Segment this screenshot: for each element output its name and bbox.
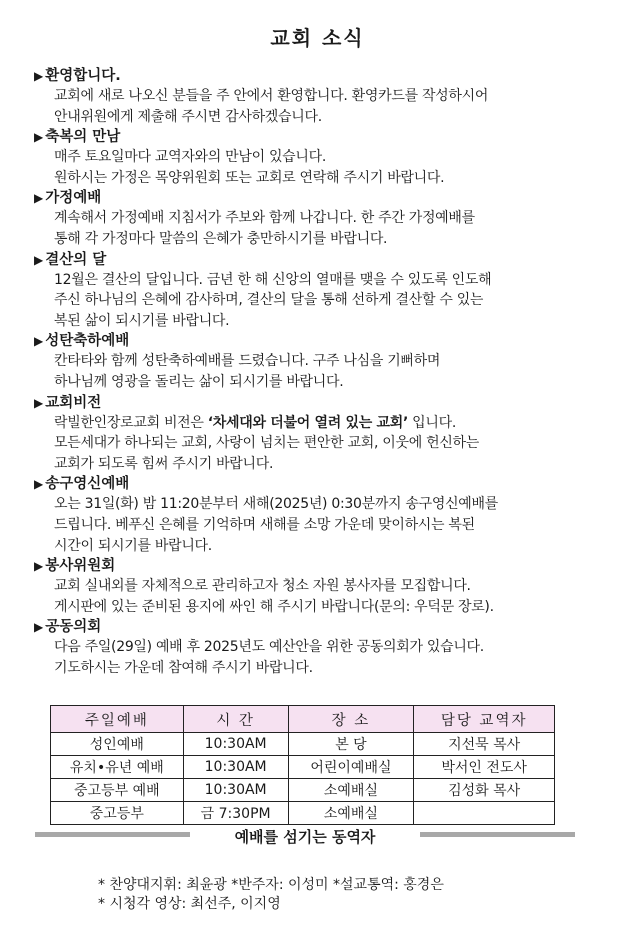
credits-line: * 시청각 영상: 최선주, 이지영 bbox=[98, 896, 281, 912]
news-text: 주신 하나님의 은혜에 감사하며, 결산의 달을 통해 선하게 결산할 수 있는 bbox=[54, 292, 484, 309]
bullet-arrow-icon: ▶ bbox=[34, 69, 44, 83]
header-time: 시 간 bbox=[183, 706, 288, 733]
news-text: 다음 주일(29일) 예배 후 2025년도 예산안을 위한 공동의회가 있습니다. bbox=[54, 639, 484, 656]
table-row bbox=[51, 733, 555, 756]
news-heading: ▶ 송구영신예배 bbox=[34, 476, 130, 493]
news-heading: ▶ 축복의 만남 bbox=[34, 129, 121, 146]
credits-line: * 찬양대지휘: 최윤광 *반주자: 이성미 *설교통역: 홍경은 bbox=[98, 877, 444, 893]
news-text: 원하시는 가정은 목양위원회 또는 교회로 연락해 주시기 바랍니다. bbox=[54, 169, 445, 186]
news-text: 기도하시는 가운데 참여해 주시기 바랍니다. bbox=[54, 659, 313, 676]
news-text: 교회에 새로 나오신 분들을 주 안에서 환영합니다. 환영카드를 작성하시어 bbox=[54, 88, 489, 104]
bullet-arrow-icon: ▶ bbox=[34, 191, 44, 206]
cell-time: 10:30AM bbox=[183, 733, 288, 756]
news-item-congregational-meeting bbox=[34, 617, 604, 678]
cell-time: 10:30AM bbox=[183, 779, 288, 802]
church-news-list bbox=[34, 66, 604, 678]
cell-place: 소예배실 bbox=[288, 802, 414, 825]
table-row bbox=[51, 756, 555, 779]
news-text: 칸타타와 함께 성탄축하예배를 드렸습니다. 구주 나심을 기뻐하며 bbox=[54, 353, 441, 370]
news-text: 하나님께 영광을 돌리는 삶이 되시기를 바랍니다. bbox=[54, 373, 344, 390]
header-service: 주일예배 bbox=[51, 706, 184, 733]
page-title: 교회 소식 bbox=[270, 26, 365, 50]
cell-service: 중고등부 예배 bbox=[51, 779, 184, 802]
bullet-arrow-icon: ▶ bbox=[34, 477, 44, 492]
table-row bbox=[51, 779, 555, 802]
workers-title: 예배를 섬기는 동역자 bbox=[234, 828, 376, 846]
news-text: 오는 31일(화) 밤 11:20분부터 새해(2025년) 0:30분까지 송구영신예배를 bbox=[54, 496, 498, 513]
news-item-new-year-service bbox=[34, 474, 604, 556]
news-text: 교회가 되도록 힘써 주시기 바랍니다. bbox=[54, 455, 274, 472]
news-text: 교회 실내외를 자체적으로 관리하고자 청소 자원 봉사자를 모집합니다. bbox=[54, 578, 471, 595]
bullet-arrow-icon: ▶ bbox=[34, 252, 44, 267]
news-heading: ▶ 봉사위원회 bbox=[34, 558, 116, 575]
header-place: 장 소 bbox=[288, 706, 414, 733]
bullet-arrow-icon: ▶ bbox=[34, 334, 44, 349]
table-row bbox=[51, 802, 555, 825]
cell-pastor: 박서인 전도사 bbox=[414, 756, 555, 779]
news-item-settlement-month bbox=[34, 250, 604, 332]
header-pastor: 담당 교역자 bbox=[414, 706, 555, 733]
bullet-arrow-icon: ▶ bbox=[34, 620, 44, 635]
table-header-row bbox=[51, 706, 555, 733]
cell-service: 성인예배 bbox=[51, 733, 184, 756]
divider-right bbox=[420, 832, 575, 837]
cell-service: 중고등부 bbox=[51, 802, 184, 825]
news-item-blessing-meeting bbox=[34, 127, 604, 188]
cell-place: 어린이예배실 bbox=[288, 756, 414, 779]
news-item-church-vision bbox=[34, 393, 604, 475]
vision-highlight: ‘차세대와 더불어 열려 있는 교회’ bbox=[207, 414, 409, 431]
news-text: 모든세대가 하나되는 교회, 사랑이 넘치는 편안한 교회, 이웃에 헌신하는 bbox=[54, 435, 479, 452]
news-item-volunteer-committee bbox=[34, 556, 604, 617]
cell-place: 본 당 bbox=[288, 733, 414, 756]
vision-statement: 락빌한인장로교회 비전은 ‘차세대와 더불어 열려 있는 교회’ 입니다. bbox=[54, 414, 456, 431]
news-text: 통해 각 가정마다 말씀의 은혜가 충만하시기를 바랍니다. bbox=[54, 230, 388, 247]
divider-left bbox=[35, 832, 190, 837]
news-heading: ▶ 공동의회 bbox=[34, 619, 102, 636]
news-item-family-worship bbox=[34, 188, 604, 249]
news-heading: ▶ 성탄축하예배 bbox=[34, 333, 130, 350]
cell-time: 금 7:30PM bbox=[183, 802, 288, 825]
worship-schedule-table bbox=[50, 705, 555, 825]
news-text: 드립니다. 베푸신 은혜를 기억하며 새해를 소망 가운데 맞이하시는 복된 bbox=[54, 516, 475, 533]
news-heading: ▶ 가정예배 bbox=[34, 190, 102, 207]
news-text: 복된 삶이 되시기를 바랍니다. bbox=[54, 312, 230, 329]
news-text: 게시판에 있는 준비된 용지에 싸인 해 주시기 바랍니다(문의: 우덕문 장로). bbox=[54, 598, 494, 615]
cell-pastor: 김성화 목사 bbox=[414, 779, 555, 802]
bullet-arrow-icon: ▶ bbox=[34, 395, 44, 410]
news-text: 계속해서 가정예배 지침서가 주보와 함께 나갑니다. 한 주간 가정예배를 bbox=[54, 210, 475, 227]
worship-credits bbox=[98, 876, 444, 914]
cell-service: 유치•유년 예배 bbox=[51, 756, 184, 779]
news-text: 시간이 되시기를 바랍니다. bbox=[54, 537, 212, 554]
news-text: 12월은 결산의 달입니다. 금년 한 해 신앙의 열매를 맺을 수 있도록 인도해 bbox=[54, 271, 492, 288]
bullet-arrow-icon: ▶ bbox=[34, 559, 44, 574]
news-text: 안내위원에게 제출해 주시면 감사하겠습니다. bbox=[54, 108, 322, 125]
cell-pastor: 지선묵 목사 bbox=[414, 733, 555, 756]
news-text: 매주 토요일마다 교역자와의 만남이 있습니다. bbox=[54, 149, 327, 166]
cell-time: 10:30AM bbox=[183, 756, 288, 779]
news-item-christmas-service bbox=[34, 331, 604, 392]
news-heading: ▶ 결산의 달 bbox=[34, 251, 107, 268]
cell-pastor bbox=[414, 802, 555, 825]
cell-place: 소예배실 bbox=[288, 779, 414, 802]
news-heading: ▶ 교회비전 bbox=[34, 394, 102, 411]
news-heading: ▶ 환영합니다. bbox=[34, 68, 121, 84]
news-item-welcome bbox=[34, 66, 604, 127]
bullet-arrow-icon: ▶ bbox=[34, 130, 44, 145]
